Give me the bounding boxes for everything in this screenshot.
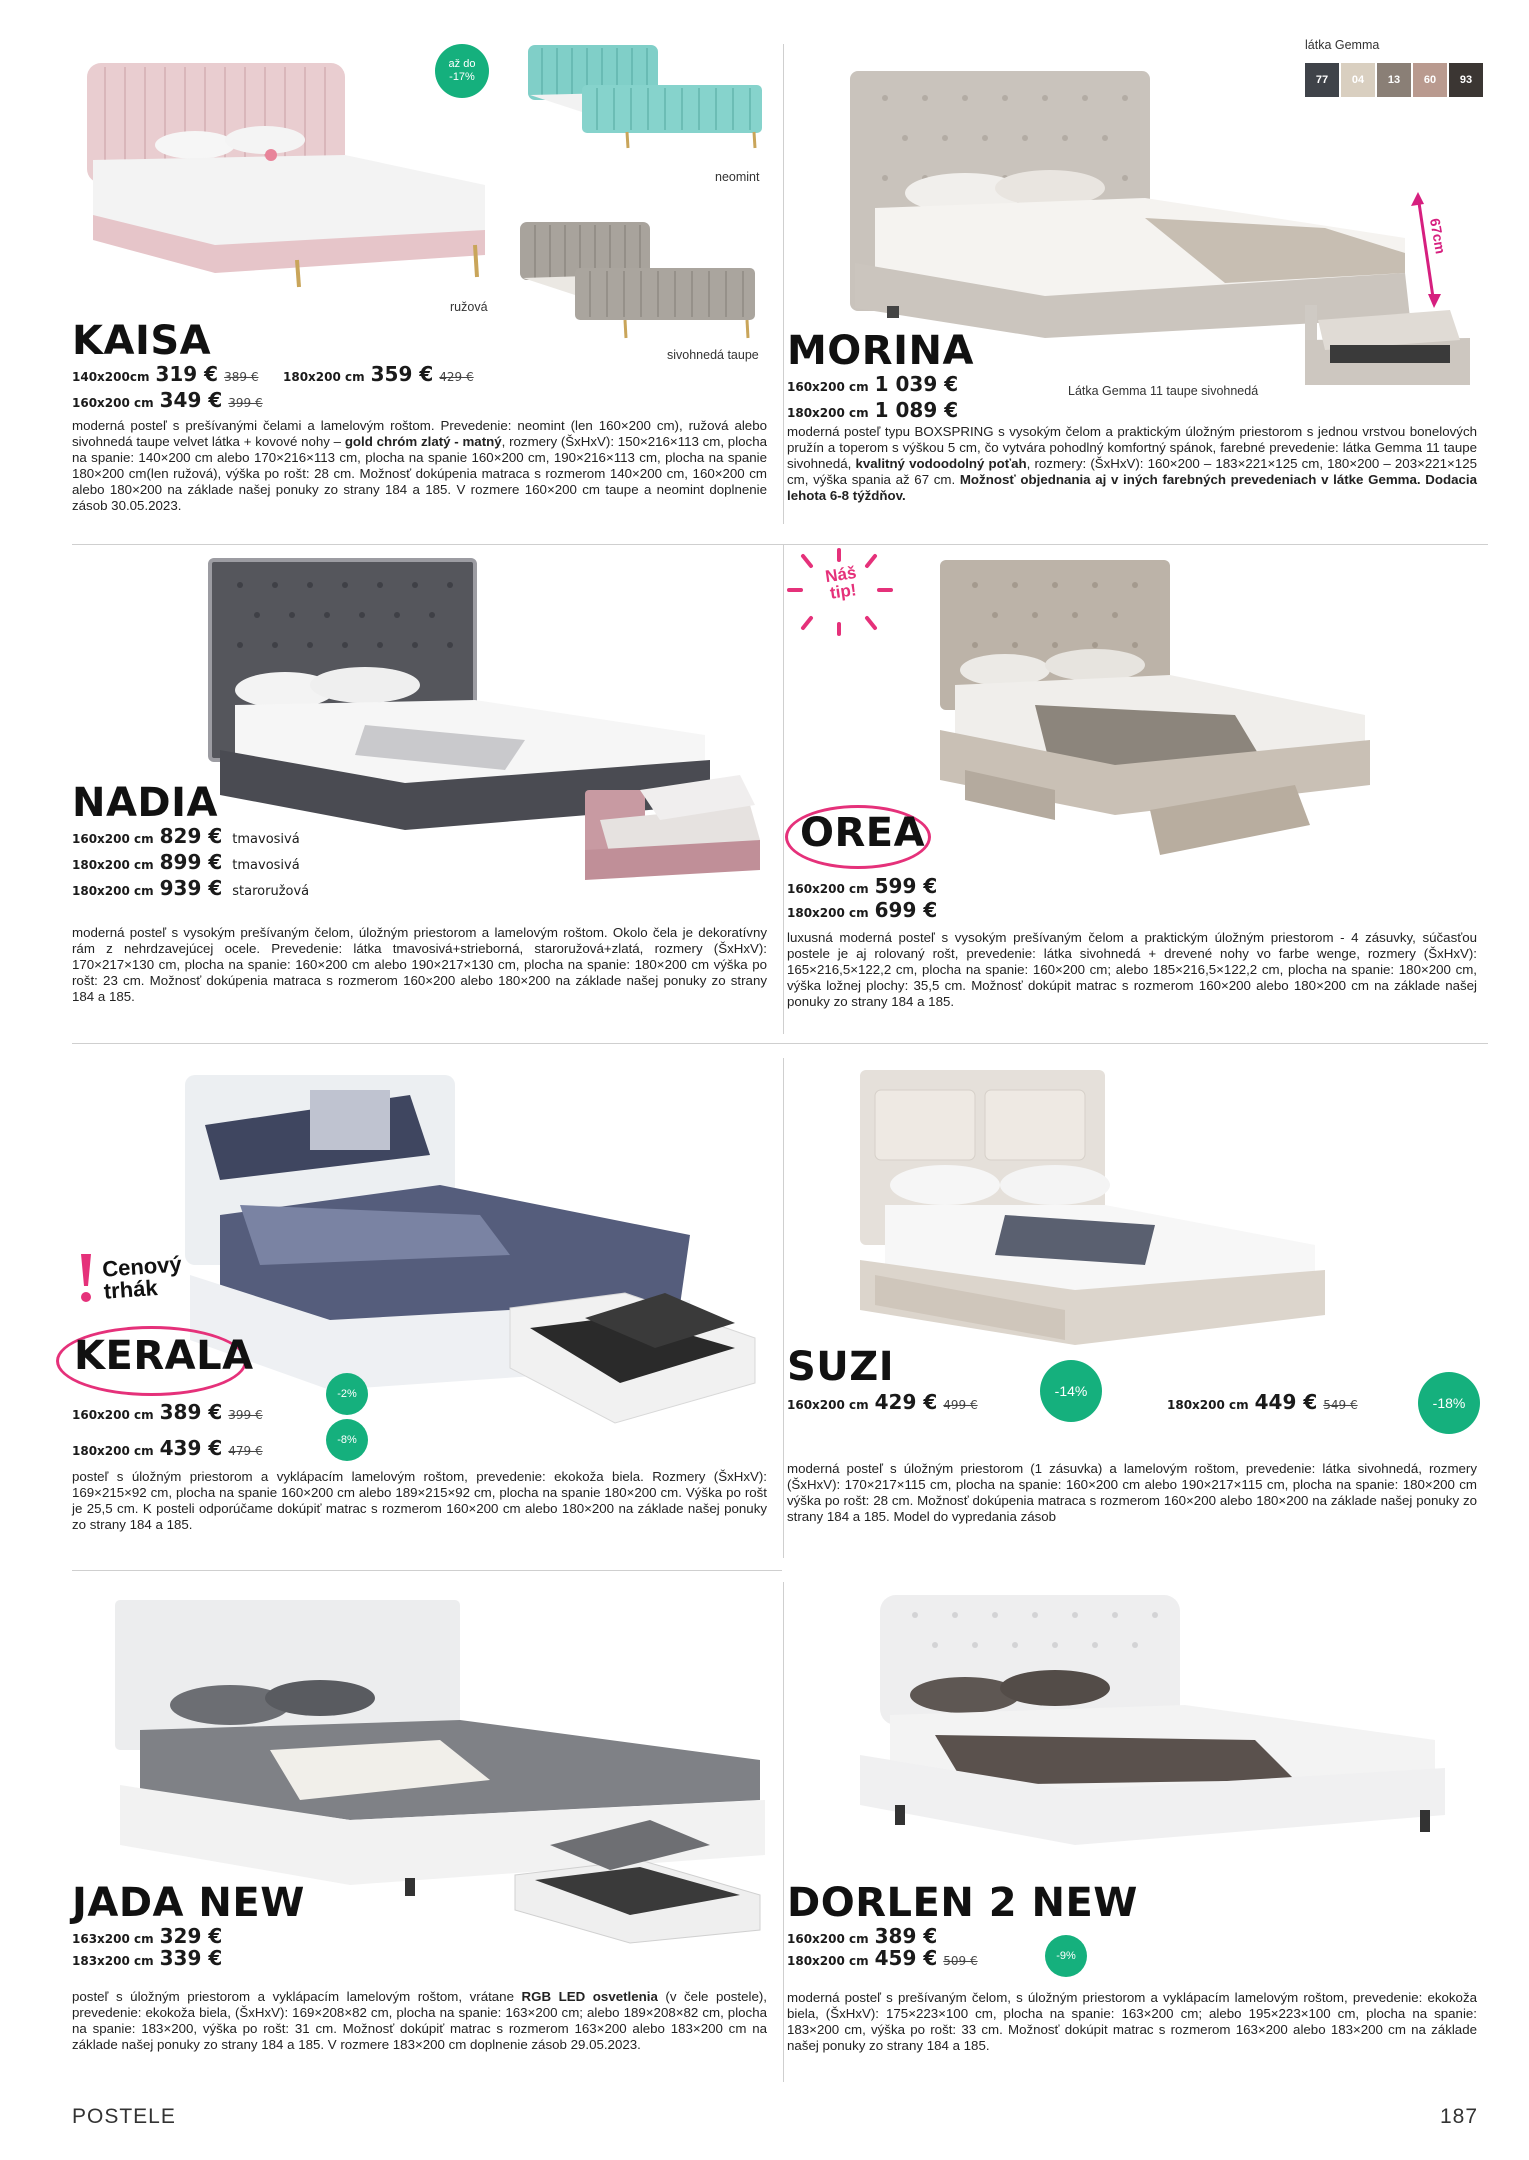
morina-fabric-title: látka Gemma [1305,38,1380,52]
column-divider-bottom [783,1582,784,2082]
column-divider-top [783,44,784,524]
nadia-storage-image [580,770,770,890]
nadia-title: NADIA [72,780,218,826]
morina-swatch-04: 04 [1341,63,1375,97]
kaisa-discount-badge: až do -17% [435,44,489,98]
kaisa-neomint-image [522,40,767,155]
jada-storage-image [510,1815,770,1945]
kerala-title: KERALA [74,1333,254,1379]
nadia-price-180-pink: 180x200 cm 939 € staroružová [72,876,310,900]
kaisa-label-neomint: neomint [715,170,760,184]
dorlen-title: DORLEN 2 NEW [787,1880,1138,1926]
kerala-badge-160: -2% [326,1373,368,1415]
orea-title: OREA [800,810,926,856]
dorlen-price-180: 180x200 cm 459 € 509 € [787,1946,978,1970]
suzi-badge-180: -18% [1418,1372,1480,1434]
orea-main-image [935,555,1375,875]
jada-price-183: 183x200 cm 339 € [72,1946,223,1970]
nadia-description: moderná posteľ s vysokým prešívaným čelom, úložným priestorom a lamelovým roštom. Okolo čela je dekoratívny rám z nehrdzavejúcej ocele. Prevedenie: látka tmavosivá+strieborná, staroružová+zlatá, rozmery (ŠxHxV): 170×217×130 cm, plocha na spanie: 160×200 cm alebo 190×217×130 cm, plocha na spanie: 180×200 cm výška po rošt: 23 cm. Možnosť dokúpenia matraca s rozmerom 160×200 alebo 180×200 na základe našej ponuky zo strany 184 a 185. [72,925,767,1004]
dorlen-description: moderná posteľ s prešívaným čelom, s úložným priestorom a vyklápacím lamelovým roštom, prevedenie: ekokoža biela, (ŠxHxV): 175×223×100 cm, plocha na spanie: 163×200 cm; alebo 195×223×100 cm, plocha na spanie: 183×200 cm, výška po rošt: 33 cm. Možnosť dokúpit matrac s rozmerom 163×200 alebo 183×200 cm na základe našej ponuky zo strany 184 a 185. [787,1990,1477,2053]
kerala-storage-image [505,1288,765,1428]
suzi-badge-160: -14% [1040,1360,1102,1422]
kaisa-price-160: 160x200 cm 349 € 399 € [72,388,263,412]
morina-height-label: 67cm [1426,216,1449,256]
column-divider-mid1 [783,544,784,1034]
suzi-price-160: 160x200 cm 429 € 499 € [787,1390,978,1414]
kerala-price-160: 160x200 cm 389 € 399 € [72,1400,263,1424]
morina-swatch-13: 13 [1377,63,1411,97]
kerala-tag-exclamation-icon [75,1252,97,1307]
kaisa-label-ruzova: ružová [450,300,488,314]
morina-swatch-60: 60 [1413,63,1447,97]
page-number: 187 [1440,2105,1479,2128]
morina-price-180: 180x200 cm 1 089 € [787,398,959,422]
morina-swatch-77: 77 [1305,63,1339,97]
row-divider-2 [72,1043,1488,1044]
kerala-badge-180: -8% [326,1419,368,1461]
kaisa-title: KAISA [72,318,212,364]
kerala-description: posteľ s úložným priestorom a vyklápacím lamelovým roštom, prevedenie: ekokoža biela. Rozmery (ŠxHxV): 169×215×92 cm, plocha na spanie 160×200 cm alebo 189×215×92 cm, plocha na spanie 180×200 cm. Výška po rošt je 25,5 cm. K posteli odporúčame dokúpiť matrac s rozmerom 160×200 cm alebo 180×200 na základe našej ponuky zo strany 184 a 185. [72,1469,767,1532]
kaisa-price-180: 180x200 cm 359 € 429 € [283,362,474,386]
row-divider-3 [72,1570,782,1571]
kaisa-price-140: 140x200cm 319 € 389 € [72,362,259,386]
kerala-tag-text: Cenový trhák [101,1251,183,1304]
suzi-main-image [855,1065,1355,1365]
orea-price-160: 160x200 cm 599 € [787,874,938,898]
kaisa-label-taupe: sivohnedá taupe [667,348,759,362]
jada-price-163: 163x200 cm 329 € [72,1924,223,1948]
dorlen-price-160: 160x200 cm 389 € [787,1924,938,1948]
column-divider-mid2 [783,1058,784,1558]
kerala-price-180: 180x200 cm 439 € 479 € [72,1436,263,1460]
orea-description: luxusná moderná posteľ s vysokým prešívaným čelom a praktickým úložným priestorom - 4 zásuvky, súčasťou postele je aj rolovaný rošt, prevedenie: látka sivohnedá + drevené nohy vo farbe wenge, rozmery (ŠxHxV): 165×216,5×122,2 cm, plocha na spanie: 160×200 cm; alebo 185×216,5×122,2 cm, plocha na spanie: 180×200 cm, výška ložnej plochy: 35,5 cm. Možnosť dokúpit matrac s rozmerom 160×200 alebo 180×200 cm na základe našej ponuky zo strany 184 a 185. [787,930,1477,1009]
morina-title: MORINA [787,328,974,374]
dorlen-main-image [835,1590,1455,1890]
morina-price-160: 160x200 cm 1 039 € [787,372,959,396]
morina-swatch-93: 93 [1449,63,1483,97]
suzi-price-180: 180x200 cm 449 € 549 € [1167,1390,1358,1414]
kaisa-taupe-image [515,220,760,345]
suzi-title: SUZI [787,1344,895,1390]
suzi-description: moderná posteľ s úložným priestorom (1 zásuvka) a lamelovým roštom, prevedenie: látka sivohnedá, rozmery (ŠxHxV): 170×217×115 cm, plocha na spanie: 160×200 cm alebo 190×217×115 cm, plocha na spanie: 180×200 cm výška po rošt: 28 cm. Možnosť dokúpenia matraca s rozmerom 160×200 alebo 180×200 na základe našej ponuky zo strany 184 a 185. Model do vypredania zásob [787,1461,1477,1524]
orea-tip-label: Náš tip! [824,563,858,603]
nadia-price-160: 160x200 cm 829 € tmavosivá [72,824,300,848]
row-divider-1 [72,544,1488,545]
nadia-price-180: 180x200 cm 899 € tmavosivá [72,850,300,874]
kaisa-main-image [75,55,495,295]
kaisa-description: moderná posteľ s prešívanými čelami a lamelovým roštom. Prevedenie: neomint (len 160×200 cm), ružová alebo sivohnedá taupe velvet látka + kovové nohy – gold chróm zlatý - matný, rozmery (ŠxHxV): 150×216×113 cm, plocha na spanie: 140×200 cm alebo 170×216×113 cm, plocha na spanie 160×200 cm, 190×216×113 cm, plocha na spanie 180×200 cm(len ružová), výška po rošt: 28 cm. Možnosť dokúpenia matraca s rozmerom 140×200 cm, 160×200 cm alebo 180×200 na základe našej ponuky zo strany 184 a 185. V rozmere 160×200 cm taupe a neomint doplnenie zásob 30.05.2023. [72,418,767,513]
morina-fabric-caption: Látka Gemma 11 taupe sivohnedá [1068,384,1259,398]
dorlen-badge: -9% [1045,1935,1087,1977]
jada-description: posteľ s úložným priestorom a vyklápacím lamelovým roštom, vrátane RGB LED osvetlenia (v čele postele), prevedenie: ekokoža biela, (ŠxHxV): 169×208×82 cm, plocha na spanie: 163×200 cm; alebo 189×208×82 cm, plocha na spanie: 183×200, výška po rošt: 31 cm. Možnosť dokúpiť matrac s rozmerom 163×200 alebo 183×200 cm na základe našej ponuky zo strany 184 a 185. V rozmere 183×200 cm doplnenie zásob 29.05.2023. [72,1989,767,2052]
morina-storage-image [1300,300,1475,390]
orea-price-180: 180x200 cm 699 € [787,898,938,922]
page-section-label: POSTELE [72,2105,176,2128]
morina-description: moderná posteľ typu BOXSPRING s vysokým čelom a praktickým úložným priestorom s jednou vrstvou bonelových pružín a toperom s výškou 5 cm, čo vytvára pohodlný komfortný spánok, farebné prevedenie: látka Gemma 11 taupe sivohnedá, kvalitný vodoodolný poťah, rozmery: (ŠxHxV): 160×200 – 183×221×125 cm, 180×200 – 203×221×125 cm, výška spania až 67 cm. Možnosť objednania aj v iných farebných prevedeniach v látke Gemma. Dodacia lehota 6-8 týždňov. [787,424,1477,503]
jada-title: JADA NEW [72,1880,305,1926]
